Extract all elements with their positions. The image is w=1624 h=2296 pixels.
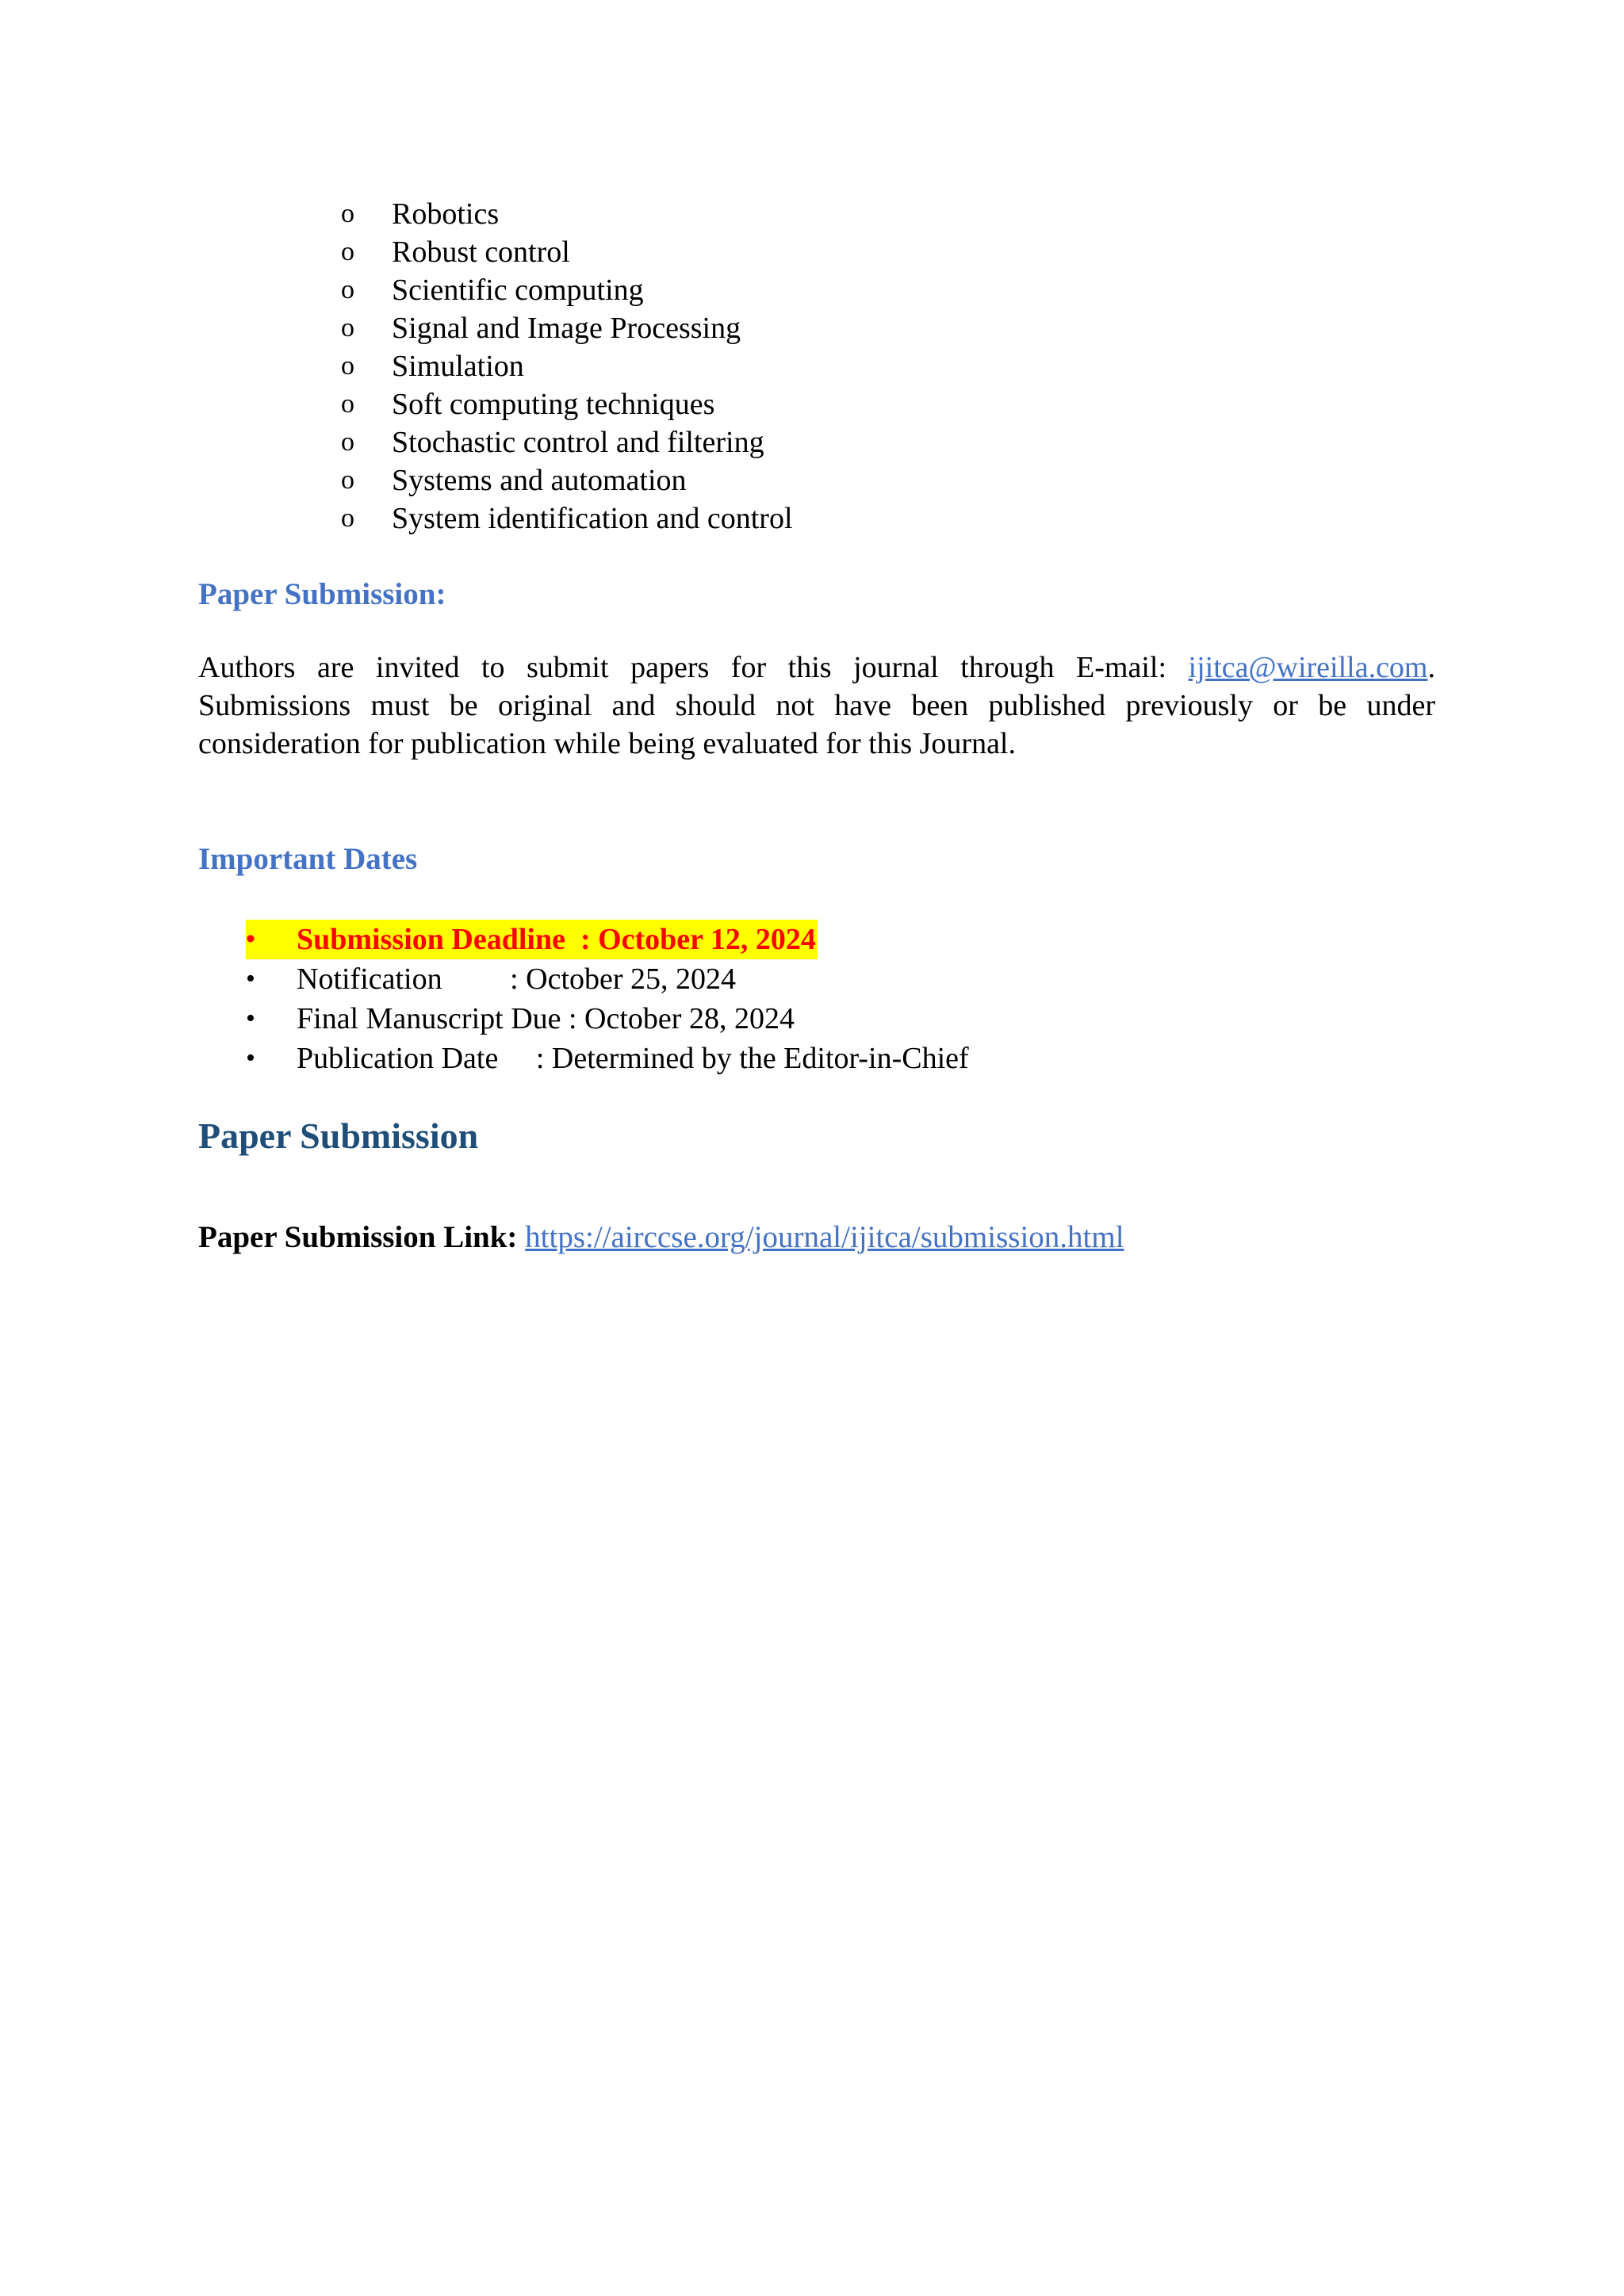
bullet-icon: • — [246, 964, 255, 993]
topic-text: Systems and automation — [392, 464, 687, 497]
date-label: Final Manuscript Due : October 28, 2024 — [297, 1002, 795, 1035]
bullet-icon: • — [246, 1043, 255, 1073]
bullet-icon: • — [246, 1004, 255, 1033]
paper-submission-section-heading: Paper Submission — [198, 1115, 479, 1156]
circle-bullet-icon: o — [341, 389, 354, 419]
paragraph-body: . Submissions must be original and should not have been published previously or be under consideration for publication while being evaluated for this Journal. — [198, 651, 1435, 760]
bullet-icon: • — [246, 924, 255, 954]
topic-text: Stochastic control and filtering — [392, 426, 764, 459]
paper-submission-heading: Paper Submission: — [198, 577, 446, 611]
topic-text: Signal and Image Processing — [392, 312, 741, 345]
circle-bullet-icon: o — [341, 351, 354, 381]
list-item-final-manuscript — [246, 999, 969, 1039]
topic-text: Robust control — [392, 235, 570, 269]
topic-text: Robotics — [392, 197, 500, 231]
circle-bullet-icon: o — [341, 427, 354, 457]
date-label: Submission Deadline : October 12, 2024 — [297, 923, 816, 956]
circle-bullet-icon: o — [341, 237, 354, 266]
dates-list — [246, 920, 969, 1078]
topic-list — [341, 195, 793, 538]
topic-text: Soft computing techniques — [392, 388, 715, 421]
list-item — [341, 233, 793, 271]
topic-text: Scientific computing — [392, 274, 644, 307]
date-label: Publication Date : Determined by the Editor-in-Chief — [297, 1042, 969, 1075]
circle-bullet-icon: o — [341, 199, 354, 228]
paper-submission-paragraph — [198, 649, 1435, 763]
list-item — [341, 347, 793, 385]
list-item-publication-date — [246, 1039, 969, 1078]
paragraph-intro: Authors are invited to submit papers for this journal through E-mail: — [198, 651, 1189, 684]
list-item-notification — [246, 959, 969, 999]
submission-link-label: Paper Submission Link: — [198, 1220, 526, 1254]
list-item — [341, 385, 793, 423]
list-item — [341, 499, 793, 538]
topic-text: Simulation — [392, 350, 524, 383]
list-item — [341, 271, 793, 309]
submission-url-link[interactable]: https://airccse.org/journal/ijitca/submission.html — [525, 1220, 1124, 1254]
date-label: Notification : October 25, 2024 — [297, 962, 737, 996]
important-dates-heading: Important Dates — [198, 842, 418, 876]
circle-bullet-icon: o — [341, 275, 354, 304]
list-item — [341, 423, 793, 461]
list-item — [341, 309, 793, 347]
email-link[interactable]: ijitca@wireilla.com — [1188, 651, 1428, 684]
list-item — [341, 195, 793, 233]
circle-bullet-icon: o — [341, 313, 354, 342]
circle-bullet-icon: o — [341, 465, 354, 495]
topic-text: System identification and control — [392, 502, 793, 535]
submission-link-line — [198, 1219, 1124, 1255]
list-item-submission-deadline — [246, 920, 818, 959]
list-item — [341, 461, 793, 499]
circle-bullet-icon: o — [341, 503, 354, 533]
